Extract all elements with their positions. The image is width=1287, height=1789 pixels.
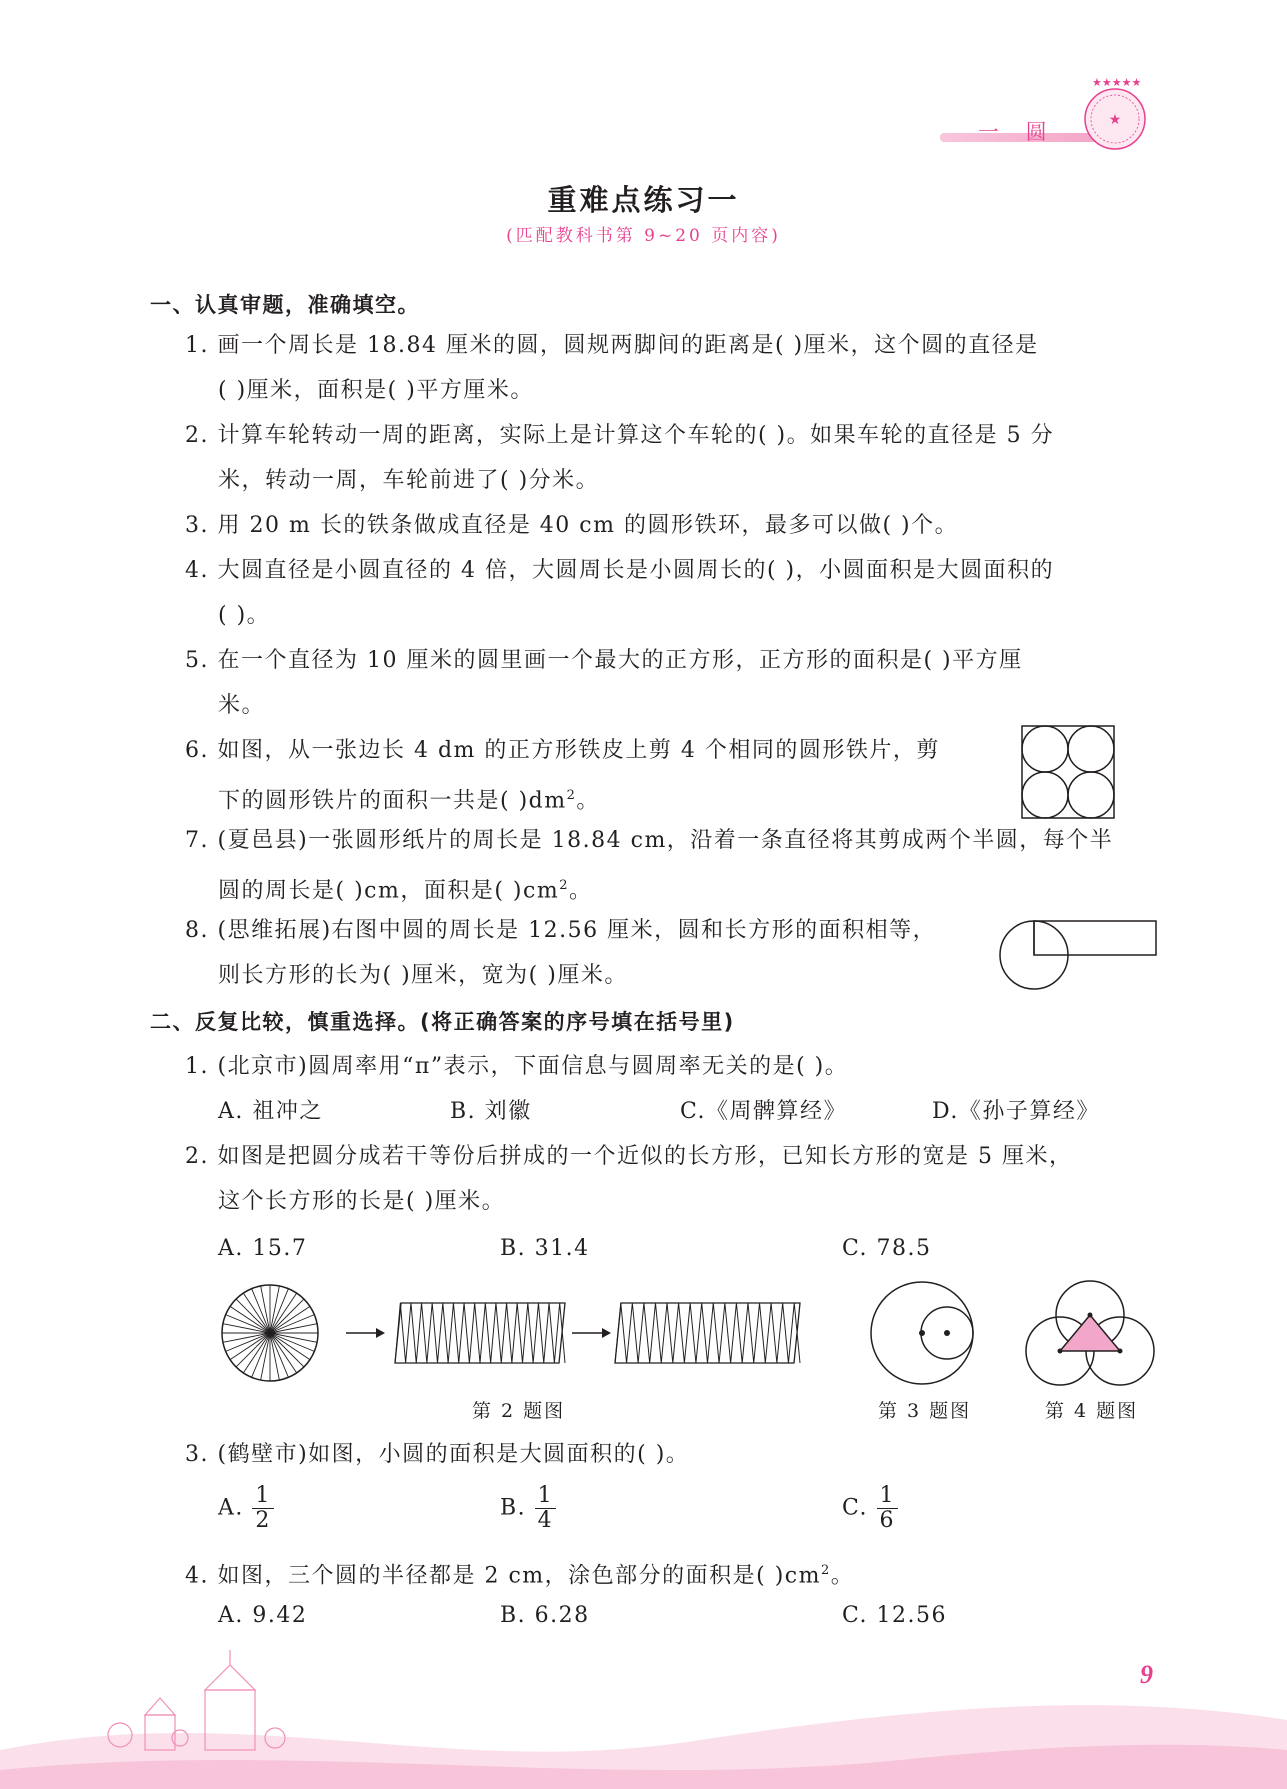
s2-q4-text-main: 4. 如图，三个圆的半径都是 2 cm，涂色部分的面积是( )cm (185, 1563, 821, 1589)
fraction (535, 1484, 557, 1533)
q2-line2: 米，转动一周，车轮前进了( )分米。 (218, 468, 600, 493)
s2-q3-option-c (842, 1484, 898, 1540)
figure-row (220, 1278, 1160, 1413)
zigzag-rect-1 (395, 1303, 565, 1363)
svg-text:★★★★★: ★★★★★ (1092, 76, 1142, 89)
s2-q2-line2: 这个长方形的长是( )厘米。 (218, 1189, 506, 1214)
q8-line1: 8. (思维拓展)右图中圆的周长是 12.56 厘米，圆和长方形的面积相等， (185, 918, 937, 943)
q4-line2: ( )。 (218, 603, 271, 628)
q6-line1: 6. 如图，从一张边长 4 dm 的正方形铁皮上剪 4 个相同的圆形铁片，剪 (185, 738, 940, 763)
q1-line2: ( )厘米，面积是( )平方厘米。 (218, 378, 534, 403)
s2-q3-option-a (218, 1484, 274, 1540)
s2-q3-text: 3. (鹤壁市)如图，小圆的面积是大圆面积的( )。 (185, 1442, 690, 1467)
section2-heading: 二、反复比较，慎重选择。(将正确答案的序号填在括号里) (150, 1010, 735, 1034)
q1-line1: 1. 画一个周长是 18.84 厘米的圆，圆规两脚间的距离是( )厘米，这个圆的直径是 (185, 333, 1039, 358)
arrow-icon (346, 1328, 385, 1338)
caption-fig4: 第 4 题图 (1045, 1400, 1139, 1422)
q3-line: 3. 用 20 m 长的铁条做成直径是 40 cm 的圆形铁环，最多可以做( )个。 (185, 513, 959, 538)
shaded-triangle (1060, 1315, 1120, 1351)
denominator: 6 (879, 1508, 896, 1533)
q6-line2-text: 下的圆形铁片的面积一共是( )dm (218, 788, 567, 814)
fraction (252, 1484, 274, 1533)
s2-q4-text (185, 1556, 854, 1591)
q4-figure (1026, 1281, 1154, 1385)
s2-q4-text-end: 。 (830, 1563, 855, 1589)
q8-line2: 则长方形的长为( )厘米，宽为( )厘米。 (218, 963, 628, 988)
page-title: 重难点练习一 (547, 183, 740, 217)
q2-line1: 2. 计算车轮转动一周的距离，实际上是计算这个车轮的( )。如果车轮的直径是 5 分 (185, 423, 1055, 448)
s2-q1-option-a: A. 祖冲之 (218, 1099, 323, 1124)
q7-line2 (218, 871, 592, 906)
numerator: 1 (535, 1484, 557, 1509)
caption-fig3: 第 3 题图 (878, 1400, 972, 1422)
numerator: 1 (877, 1484, 899, 1509)
zigzag-rect-2 (615, 1303, 800, 1363)
numerator: 1 (252, 1484, 274, 1509)
s2-q2-line1: 2. 如图是把圆分成若干等份后拼成的一个近似的长方形，已知长方形的宽是 5 厘米， (185, 1144, 1073, 1169)
s2-q3-option-b (500, 1484, 556, 1540)
q4-line1: 4. 大圆直径是小圆直径的 4 倍，大圆周长是小圆周长的( )，小圆面积是大圆面积的 (185, 558, 1055, 583)
s2-q2-option-a: A. 15.7 (218, 1236, 308, 1261)
brand-logo (1080, 74, 1150, 154)
q6-line2 (218, 781, 600, 816)
option-label: C. (842, 1495, 869, 1521)
s2-q1-text: 1. (北京市)圆周率用“π”表示，下面信息与圆周率无关的是( )。 (185, 1054, 849, 1079)
q3-figure (871, 1282, 973, 1384)
s2-q4-option-a: A. 9.42 (218, 1603, 308, 1628)
q6-line2-end: 。 (576, 788, 600, 814)
q7-line2-end: 。 (568, 878, 593, 904)
s2-q2-option-b: B. 31.4 (500, 1236, 590, 1261)
denominator: 4 (537, 1508, 554, 1533)
superscript-2: 2 (566, 788, 577, 803)
section1-heading: 一、认真审题，准确填空。 (150, 293, 420, 317)
chapter-label: 一 圆 (978, 120, 1057, 144)
q5-line2: 米。 (218, 693, 266, 718)
fraction (877, 1484, 899, 1533)
q6-figure (1020, 724, 1116, 820)
footer-wave (0, 1630, 1287, 1789)
s2-q1-option-c: C.《周髀算经》 (680, 1099, 848, 1124)
option-label: B. (500, 1495, 527, 1521)
caption-fig2: 第 2 题图 (472, 1400, 566, 1422)
sliced-circle (222, 1285, 318, 1381)
page-subtitle: (匹配教科书第 9~20 页内容) (506, 226, 781, 246)
q7-line1: 7. (夏邑县)一张圆形纸片的周长是 18.84 cm，沿着一条直径将其剪成两个半圆，每个半 (185, 828, 1114, 853)
q7-line2-text: 圆的周长是( )cm，面积是( )cm (218, 878, 560, 904)
s2-q4-option-b: B. 6.28 (500, 1603, 590, 1628)
superscript-2: 2 (559, 878, 569, 893)
page-number: 9 (1140, 1660, 1153, 1689)
s2-q2-option-c: C. 78.5 (842, 1236, 932, 1261)
svg-text:★: ★ (1108, 112, 1122, 128)
q5-line1: 5. 在一个直径为 10 厘米的圆里画一个最大的正方形，正方形的面积是( )平方厘 (185, 648, 1023, 673)
superscript-2: 2 (821, 1563, 831, 1578)
q8-figure (994, 915, 1160, 995)
s2-q1-option-b: B. 刘徽 (450, 1099, 532, 1124)
option-label: A. (218, 1495, 244, 1521)
denominator: 2 (255, 1508, 271, 1533)
arrow-icon (572, 1328, 611, 1338)
s2-q1-option-d: D.《孙子算经》 (932, 1099, 1100, 1124)
s2-q4-option-c: C. 12.56 (842, 1603, 948, 1628)
